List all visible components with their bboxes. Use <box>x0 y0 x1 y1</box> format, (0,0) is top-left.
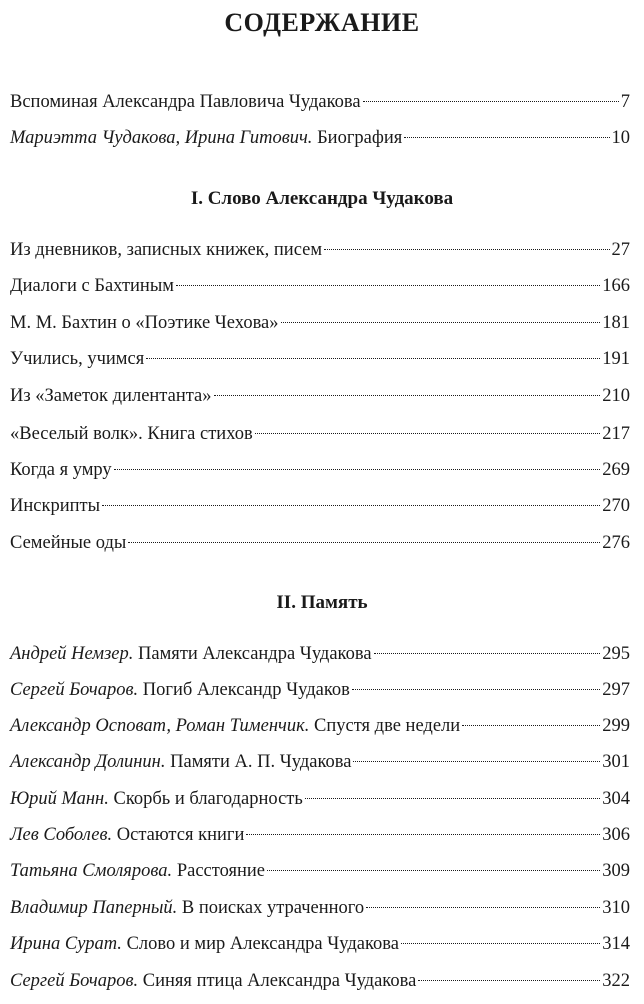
toc-entry <box>10 642 630 666</box>
toc-entry-page: 166 <box>602 276 630 296</box>
toc-entry-title: В поисках утраченного <box>177 898 365 918</box>
toc-entry <box>10 969 630 993</box>
toc-entry-title: Семейные оды <box>10 533 127 553</box>
dot-leader <box>462 725 600 726</box>
page-title: СОДЕРЖАНИЕ <box>224 8 420 37</box>
toc-entry <box>10 422 630 446</box>
dot-leader <box>176 285 600 286</box>
toc-entry-page: 181 <box>602 313 630 333</box>
dot-leader <box>255 433 601 434</box>
dot-leader <box>324 249 609 250</box>
toc-entry-label <box>10 750 351 774</box>
toc-entry-page: 276 <box>602 533 630 553</box>
dot-leader <box>128 542 600 543</box>
toc-entry-title: Из дневников, записных книжек, писем <box>10 240 323 260</box>
toc-entry-page: 270 <box>602 496 630 516</box>
dot-leader <box>102 505 600 506</box>
toc-entry-page: 7 <box>620 92 630 112</box>
dot-leader <box>146 358 600 359</box>
toc-entry <box>10 787 630 811</box>
toc-entry-label <box>10 969 416 993</box>
toc-entry-page: 210 <box>602 386 630 406</box>
toc-entry-title: Синяя птица Александра Чудакова <box>138 971 417 991</box>
toc-entry-page: 297 <box>602 680 630 700</box>
toc-entry-page: 191 <box>602 349 630 369</box>
toc-entry <box>10 714 630 738</box>
toc-entry-title: Спустя две недели <box>309 716 461 736</box>
toc-entry-author: Владимир Паперный. <box>10 898 178 918</box>
toc-entry <box>10 678 630 702</box>
toc-entry-page: 322 <box>602 971 630 991</box>
dot-leader <box>353 761 600 762</box>
toc-entry-label <box>10 823 244 847</box>
toc-entry-title: Когда я умру <box>10 460 112 480</box>
toc-entry <box>10 750 630 774</box>
toc-entry-label <box>10 642 372 666</box>
toc-entry-title: Скорбь и благодарность <box>108 789 303 809</box>
toc-entry-page: 304 <box>602 789 630 809</box>
toc-entry-title: Памяти Александра Чудакова <box>133 644 372 664</box>
toc-entry-author: Ирина Сурат. <box>10 934 122 954</box>
toc-entry-label <box>10 714 460 738</box>
dot-leader <box>374 653 601 654</box>
toc-entry <box>10 896 630 920</box>
toc-entry-author: Андрей Немзер. <box>10 644 134 664</box>
toc-entry-title: «Веселый волк». Книга стихов <box>10 424 253 444</box>
toc-entry-title: Учились, учимся <box>10 349 145 369</box>
toc-entry <box>10 494 630 518</box>
toc-entry-page: 27 <box>611 240 630 260</box>
dot-leader <box>352 689 600 690</box>
toc-entry-label <box>10 859 265 883</box>
toc-entry-title: Остаются книги <box>112 825 245 845</box>
toc-entry-page: 295 <box>602 644 630 664</box>
toc-entry-title: Расстояние <box>172 861 265 881</box>
dot-leader <box>404 137 609 138</box>
toc-entry-title: Биография <box>312 128 403 148</box>
toc-entry-page: 309 <box>602 861 630 881</box>
toc-entry-author: Юрий Манн. <box>10 789 109 809</box>
toc-entry-title: Памяти А. П. Чудакова <box>165 752 352 772</box>
dot-leader <box>114 469 601 470</box>
toc-entry-title: Вспоминая Александра Павловича Чудакова <box>10 92 361 112</box>
toc-entry <box>10 274 630 298</box>
toc-entry-author: Александр Долинин. <box>10 752 166 772</box>
toc-entry-label <box>10 932 399 956</box>
toc-entry <box>10 531 630 555</box>
dot-leader <box>366 907 600 908</box>
toc-entry-author: Александр Осповат, Роман Тименчик. <box>10 716 310 736</box>
toc-entry <box>10 384 630 408</box>
toc-entry <box>10 859 630 883</box>
toc-entry <box>10 347 630 371</box>
toc-entry-page: 10 <box>611 128 630 148</box>
toc-entry-label <box>10 896 364 920</box>
dot-leader <box>305 798 600 799</box>
toc-entry-page: 217 <box>602 424 630 444</box>
toc-entry-label <box>10 787 303 811</box>
toc-entry-author: Сергей Бочаров. <box>10 971 139 991</box>
toc-entry <box>10 238 630 262</box>
dot-leader <box>363 101 619 102</box>
toc-entry-title: Из «Заметок дилентанта» <box>10 386 212 406</box>
toc-entry-author: Мариэтта Чудакова, Ирина Гитович. <box>10 128 313 148</box>
toc-entry-author: Татьяна Смолярова. <box>10 861 173 881</box>
section-heading: I. Слово Александра Чудакова <box>190 188 454 209</box>
toc-entry-title: Диалоги с Бахтиным <box>10 276 174 296</box>
dot-leader <box>246 834 600 835</box>
toc-entry <box>10 90 630 114</box>
toc-entry <box>10 823 630 847</box>
toc-entry-page: 301 <box>602 752 630 772</box>
toc-entry-title: М. М. Бахтин о «Поэтике Чехова» <box>10 313 279 333</box>
toc-entry-author: Лев Соболев. <box>10 825 113 845</box>
dot-leader <box>418 980 600 981</box>
toc-entry-label <box>10 126 402 150</box>
toc-entry-page: 299 <box>602 716 630 736</box>
toc-entry <box>10 932 630 956</box>
toc-entry-page: 310 <box>602 898 630 918</box>
dot-leader <box>214 395 601 396</box>
toc-entry-page: 306 <box>602 825 630 845</box>
toc-entry <box>10 126 630 150</box>
dot-leader <box>281 322 601 323</box>
toc-entry-label <box>10 678 350 702</box>
toc-entry-title: Слово и мир Александра Чудакова <box>121 934 399 954</box>
toc-entry <box>10 311 630 335</box>
toc-entry-title: Инскрипты <box>10 496 101 516</box>
toc-entry <box>10 458 630 482</box>
section-heading: II. Память <box>276 592 368 613</box>
toc-entry-title: Погиб Александр Чудаков <box>138 680 350 700</box>
dot-leader <box>267 870 600 871</box>
toc-entry-page: 269 <box>602 460 630 480</box>
toc-entry-author: Сергей Бочаров. <box>10 680 139 700</box>
dot-leader <box>401 943 600 944</box>
toc-entry-label <box>10 90 361 114</box>
toc-entry-page: 314 <box>602 934 630 954</box>
